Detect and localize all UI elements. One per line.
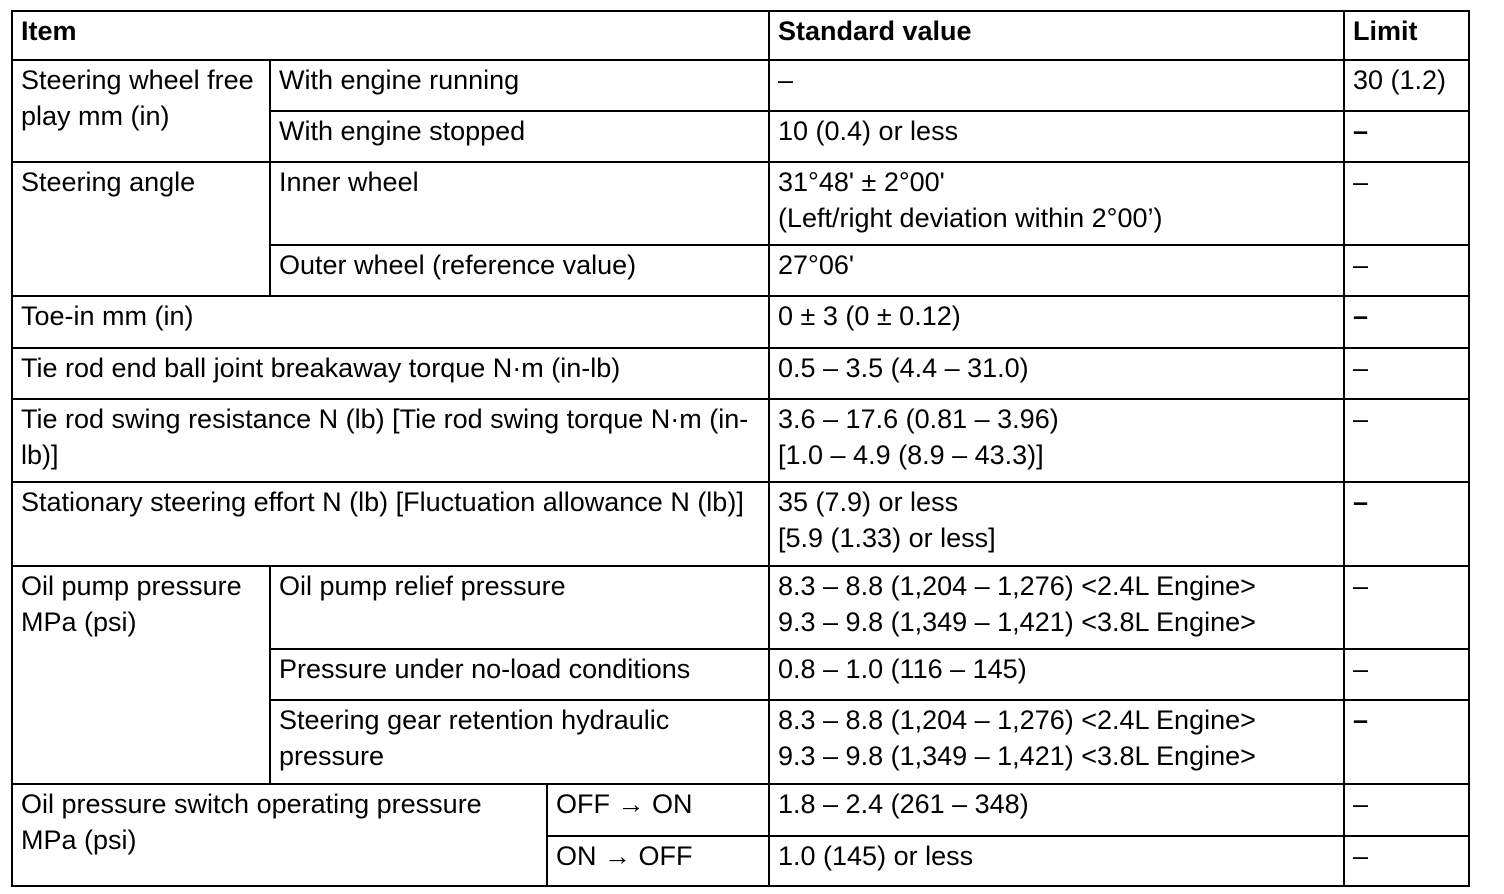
table-row: [12, 60, 1469, 111]
limit-engine-running: 30 (1.2): [1344, 60, 1469, 111]
limit-inner-wheel: –: [1344, 162, 1469, 245]
sub-inner-wheel: Inner wheel: [270, 162, 769, 245]
limit-relief-pressure: –: [1344, 566, 1469, 649]
limit-breakaway-torque: –: [1344, 348, 1469, 399]
standard-relief-pressure: 8.3 – 8.8 (1,204 – 1,276) <2.4L Engine> 9.3 – 9.8 (1,349 – 1,421) <3.8L Engine>: [769, 566, 1344, 649]
item-toe-in: Toe-in mm (in): [12, 296, 769, 348]
table-row: [12, 399, 1469, 482]
item-breakaway-torque: Tie rod end ball joint breakaway torque N·m (in-lb): [12, 348, 769, 399]
limit-no-load-pressure: –: [1344, 649, 1469, 700]
limit-steering-effort: –: [1344, 482, 1469, 566]
limit-on-to-off: –: [1344, 836, 1469, 886]
sub-outer-wheel: Outer wheel (reference value): [270, 245, 769, 296]
table-row: [12, 296, 1469, 348]
item-steering-angle: Steering angle: [12, 162, 270, 296]
standard-outer-wheel: 27°06': [769, 245, 1344, 296]
standard-steering-effort: 35 (7.9) or less [5.9 (1.33) or less]: [769, 482, 1344, 566]
item-oil-pressure-switch: Oil pressure switch operating pressure MPa (psi): [12, 784, 547, 886]
item-oil-pump-pressure: Oil pump pressure MPa (psi): [12, 566, 270, 784]
sub-relief-pressure: Oil pump relief pressure: [270, 566, 769, 649]
table-row: [12, 348, 1469, 399]
service-specifications-table: [11, 10, 1470, 887]
sub-off-to-on: OFF → ON: [547, 784, 769, 836]
table-row: [12, 784, 1469, 836]
table-row: [12, 482, 1469, 566]
limit-off-to-on: –: [1344, 784, 1469, 836]
header-limit: Limit: [1344, 11, 1469, 60]
standard-no-load-pressure: 0.8 – 1.0 (116 – 145): [769, 649, 1344, 700]
standard-engine-running: –: [769, 60, 1344, 111]
standard-swing-resistance: 3.6 – 17.6 (0.81 – 3.96) [1.0 – 4.9 (8.9 – 43.3)]: [769, 399, 1344, 482]
limit-toe-in: –: [1344, 296, 1469, 348]
limit-engine-stopped: –: [1344, 111, 1469, 162]
standard-retention-pressure: 8.3 – 8.8 (1,204 – 1,276) <2.4L Engine> 9.3 – 9.8 (1,349 – 1,421) <3.8L Engine>: [769, 700, 1344, 784]
standard-breakaway-torque: 0.5 – 3.5 (4.4 – 31.0): [769, 348, 1344, 399]
table-row: [12, 566, 1469, 649]
header-row: [12, 11, 1469, 60]
standard-toe-in: 0 ± 3 (0 ± 0.12): [769, 296, 1344, 348]
sub-retention-pressure: Steering gear retention hydraulic pressure: [270, 700, 769, 784]
sub-no-load-pressure: Pressure under no-load conditions: [270, 649, 769, 700]
sub-on-to-off: ON → OFF: [547, 836, 769, 886]
item-swing-resistance: Tie rod swing resistance N (lb) [Tie rod swing torque N·m (in-lb)]: [12, 399, 769, 482]
header-standard-value: Standard value: [769, 11, 1344, 60]
sub-engine-stopped: With engine stopped: [270, 111, 769, 162]
item-steering-effort: Stationary steering effort N (lb) [Fluctuation allowance N (lb)]: [12, 482, 769, 566]
item-free-play: Steering wheel free play mm (in): [12, 60, 270, 162]
standard-inner-wheel: 31°48' ± 2°00' (Left/right deviation within 2°00’): [769, 162, 1344, 245]
limit-retention-pressure: –: [1344, 700, 1469, 784]
standard-engine-stopped: 10 (0.4) or less: [769, 111, 1344, 162]
standard-on-to-off: 1.0 (145) or less: [769, 836, 1344, 886]
limit-swing-resistance: –: [1344, 399, 1469, 482]
sub-engine-running: With engine running: [270, 60, 769, 111]
header-item: Item: [12, 11, 769, 60]
limit-outer-wheel: –: [1344, 245, 1469, 296]
table-row: [12, 162, 1469, 245]
standard-off-to-on: 1.8 – 2.4 (261 – 348): [769, 784, 1344, 836]
